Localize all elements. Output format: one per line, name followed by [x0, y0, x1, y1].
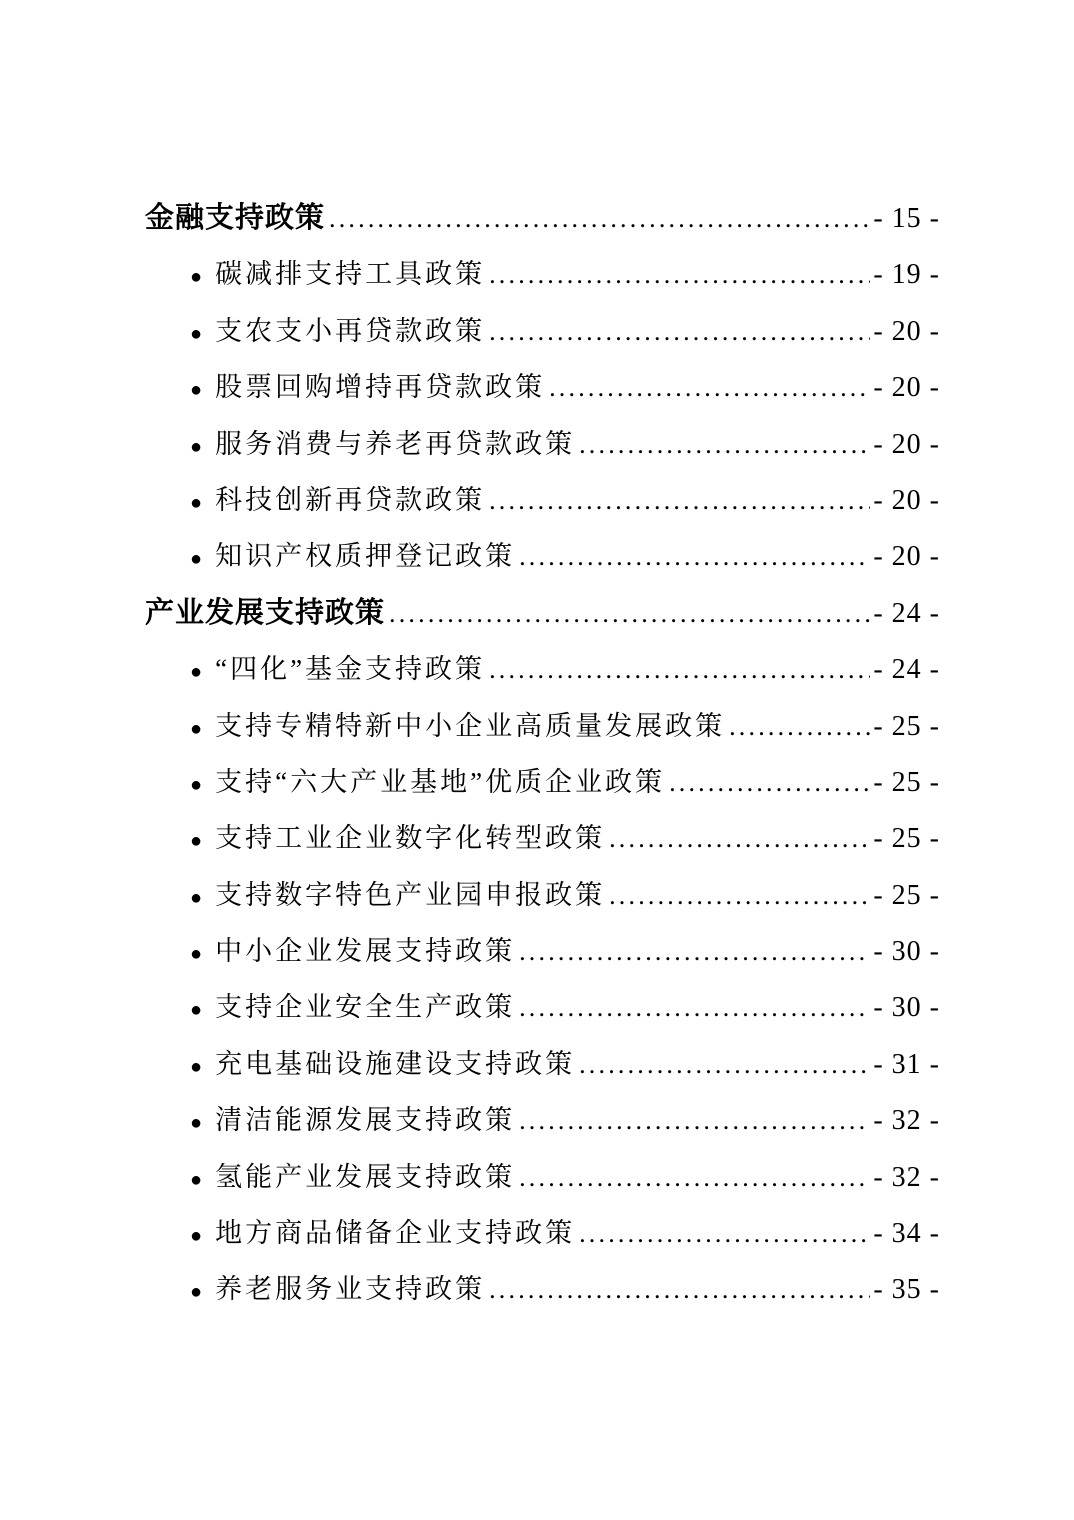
toc-entry[interactable] [145, 979, 940, 1035]
toc-entry-title: 支持专精特新中小企业高质量发展政策 [215, 710, 726, 741]
toc-entry-page: - 32 - [873, 1105, 940, 1137]
bullet-icon: ● [190, 491, 203, 514]
toc-entry-title: 中小企业发展支持政策 [215, 936, 516, 967]
toc-entry[interactable] [145, 867, 940, 923]
dot-leader [329, 191, 870, 247]
dot-leader [669, 755, 870, 811]
toc-entry[interactable] [145, 641, 940, 697]
toc-entry[interactable] [145, 246, 940, 302]
toc-entry[interactable] [145, 1261, 940, 1317]
bullet-icon: ● [190, 548, 203, 571]
toc-entry[interactable] [145, 190, 940, 246]
toc-entry-title: 金融支持政策 [145, 202, 326, 234]
toc-entry-title: 清洁能源发展支持政策 [215, 1105, 516, 1136]
toc-entry-page: - 30 - [873, 992, 940, 1024]
dot-leader [579, 1206, 870, 1262]
toc-entry-title: 服务消费与养老再贷款政策 [215, 428, 576, 459]
toc-entry-page: - 25 - [873, 823, 940, 855]
toc-entry-title: 产业发展支持政策 [145, 596, 386, 629]
toc-entry[interactable] [145, 1205, 940, 1261]
toc-entry[interactable] [145, 303, 940, 359]
toc-entry-page: - 34 - [873, 1218, 940, 1250]
dot-leader [519, 1150, 870, 1206]
toc-entry-title: 股票回购增持再贷款政策 [215, 372, 546, 403]
toc-entry[interactable] [145, 359, 940, 415]
toc-entry[interactable] [145, 923, 940, 979]
toc-entry-title: “四化”基金支持政策 [215, 654, 486, 685]
dot-leader [489, 1262, 870, 1318]
dot-leader [609, 811, 870, 867]
bullet-icon: ● [190, 830, 203, 853]
toc-entry[interactable] [145, 1036, 940, 1092]
toc-entry-page: - 20 - [873, 315, 940, 347]
toc-entry-page: - 32 - [873, 1161, 940, 1193]
toc-entry-page: - 20 - [873, 484, 940, 516]
bullet-icon: ● [190, 1168, 203, 1191]
toc-entry-page: - 25 - [873, 710, 940, 742]
toc-entry-page: - 20 - [873, 372, 940, 404]
toc-entry-page: - 24 - [873, 597, 940, 629]
toc-entry[interactable] [145, 416, 940, 472]
bullet-icon: ● [190, 322, 203, 345]
bullet-icon: ● [190, 943, 203, 966]
toc-entry-title: 支持数字特色产业园申报政策 [215, 879, 606, 910]
bullet-icon: ● [190, 379, 203, 402]
toc-entry[interactable] [145, 1092, 940, 1148]
toc-entry-title: 充电基础设施建设支持政策 [215, 1048, 576, 1079]
toc-entry[interactable] [145, 528, 940, 584]
dot-leader [579, 1037, 870, 1093]
bullet-icon: ● [190, 1055, 203, 1078]
dot-leader [489, 304, 870, 360]
toc-entry-title: 支持企业安全生产政策 [215, 992, 516, 1023]
dot-leader [489, 247, 870, 303]
toc-entry-title: 养老服务业支持政策 [215, 1274, 486, 1305]
dot-leader [389, 586, 870, 642]
toc-entry-page: - 19 - [873, 259, 940, 291]
toc-entry[interactable] [145, 585, 940, 641]
toc-entry[interactable] [145, 754, 940, 810]
toc-entry-page: - 30 - [873, 936, 940, 968]
toc-entry-page: - 25 - [873, 879, 940, 911]
toc-entry-page: - 24 - [873, 654, 940, 686]
bullet-icon: ● [190, 773, 203, 796]
toc-entry-page: - 35 - [873, 1274, 940, 1306]
dot-leader [549, 360, 870, 416]
dot-leader [519, 1093, 870, 1149]
bullet-icon: ● [190, 717, 203, 740]
toc-entry-page: - 25 - [873, 766, 940, 798]
toc-entry[interactable] [145, 698, 940, 754]
bullet-icon: ● [190, 1281, 203, 1304]
toc-entry-title: 知识产权质押登记政策 [215, 541, 516, 572]
toc-entry-title: 地方商品储备企业支持政策 [215, 1218, 576, 1249]
bullet-icon: ● [190, 266, 203, 289]
bullet-icon: ● [190, 1112, 203, 1135]
dot-leader [489, 473, 870, 529]
toc-entry-page: - 20 - [873, 428, 940, 460]
dot-leader [609, 868, 870, 924]
toc-entry[interactable] [145, 472, 940, 528]
toc-entry-title: 支持“六大产业基地”优质企业政策 [215, 766, 666, 797]
bullet-icon: ● [190, 435, 203, 458]
toc-entry-title: 支持工业企业数字化转型政策 [215, 823, 606, 854]
bullet-icon: ● [190, 661, 203, 684]
toc-entry-title: 碳减排支持工具政策 [215, 259, 486, 290]
dot-leader [519, 529, 870, 585]
toc-entry[interactable] [145, 810, 940, 866]
dot-leader [519, 924, 870, 980]
dot-leader [489, 642, 870, 698]
toc-entry-title: 氢能产业发展支持政策 [215, 1161, 516, 1192]
table-of-contents [145, 190, 940, 1318]
toc-entry-title: 支农支小再贷款政策 [215, 315, 486, 346]
toc-entry[interactable] [145, 1149, 940, 1205]
dot-leader [519, 980, 870, 1036]
dot-leader [579, 417, 870, 473]
bullet-icon: ● [190, 999, 203, 1022]
toc-entry-page: - 15 - [873, 203, 940, 234]
toc-entry-title: 科技创新再贷款政策 [215, 484, 486, 515]
toc-entry-page: - 31 - [873, 1048, 940, 1080]
bullet-icon: ● [190, 886, 203, 909]
bullet-icon: ● [190, 1225, 203, 1248]
toc-entry-page: - 20 - [873, 541, 940, 573]
dot-leader [729, 699, 870, 755]
